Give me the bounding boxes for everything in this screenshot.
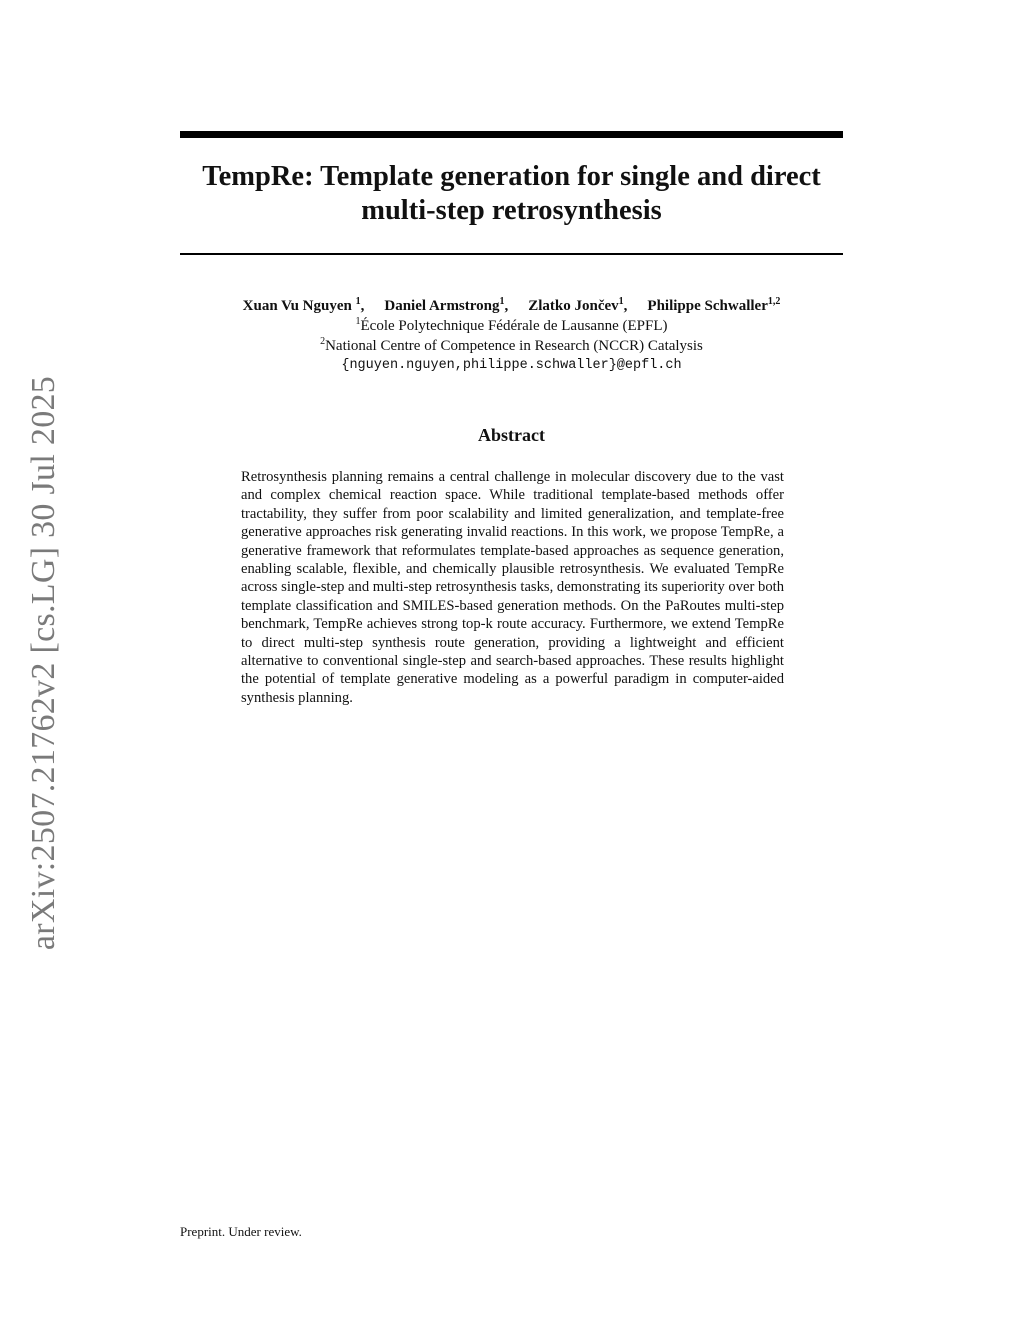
author-email: {nguyen.nguyen,philippe.schwaller}@epfl.ch xyxy=(341,358,682,373)
abstract-heading: Abstract xyxy=(478,425,545,445)
paper-title xyxy=(180,160,843,228)
affiliation: $^2$National Centre of Competence in Research (NCCR) Catalysis xyxy=(320,336,703,354)
title-line-1: TempRe: Template generation for single and direct xyxy=(202,161,821,192)
abstract-body: Retrosynthesis planning remains a central challenge in molecular discovery due to the vast and complex chemical reaction space. While traditional template-based methods offer tractability, they suffer from poor scalability and limited generalization, and template-free generative approaches risk generating invalid reactions. In this work, we propose TempRe, a generative framework that reformulates template-based approaches as sequence generation, enabling scalable, flexible, and chemically plausible retrosynthesis. We evaluated TempRe across single-step and multi-step retrosynthesis tasks, demonstrating its superiority over both template classification and SMILES-based generation methods. On the PaRoutes multi-step benchmark, TempRe achieves strong top-k route accuracy. Furthermore, we extend TempRe to direct multi-step synthesis route generation, providing a lightweight and efficient alternative to conventional single-step and search-based approaches. These results highlight the potential of template generative modeling as a powerful paradigm in computer-aided synthesis planning. xyxy=(241,469,784,706)
author-name: Daniel Armstrong$^1$, xyxy=(384,296,509,314)
author-name: Zlatko Jončev$^1$, xyxy=(528,296,628,314)
preprint-footer: Preprint. Under review. xyxy=(180,1224,302,1239)
affiliation: $^1$École Polytechnique Fédérale de Lausanne (EPFL) xyxy=(355,316,668,334)
title-line-2: multi-step retrosynthesis xyxy=(361,195,662,226)
author-block xyxy=(180,296,843,376)
arxiv-identifier-stamp: arXiv:2507.21762v2 [cs.LG] 30 Jul 2025 xyxy=(25,375,62,951)
author-name: Xuan Vu Nguyen $^1$, xyxy=(242,296,365,314)
author-name: Philippe Schwaller$^{1,2}$ xyxy=(647,296,781,314)
title-bottom-rule xyxy=(180,253,843,255)
author-list xyxy=(180,296,843,316)
title-top-rule xyxy=(180,131,843,138)
